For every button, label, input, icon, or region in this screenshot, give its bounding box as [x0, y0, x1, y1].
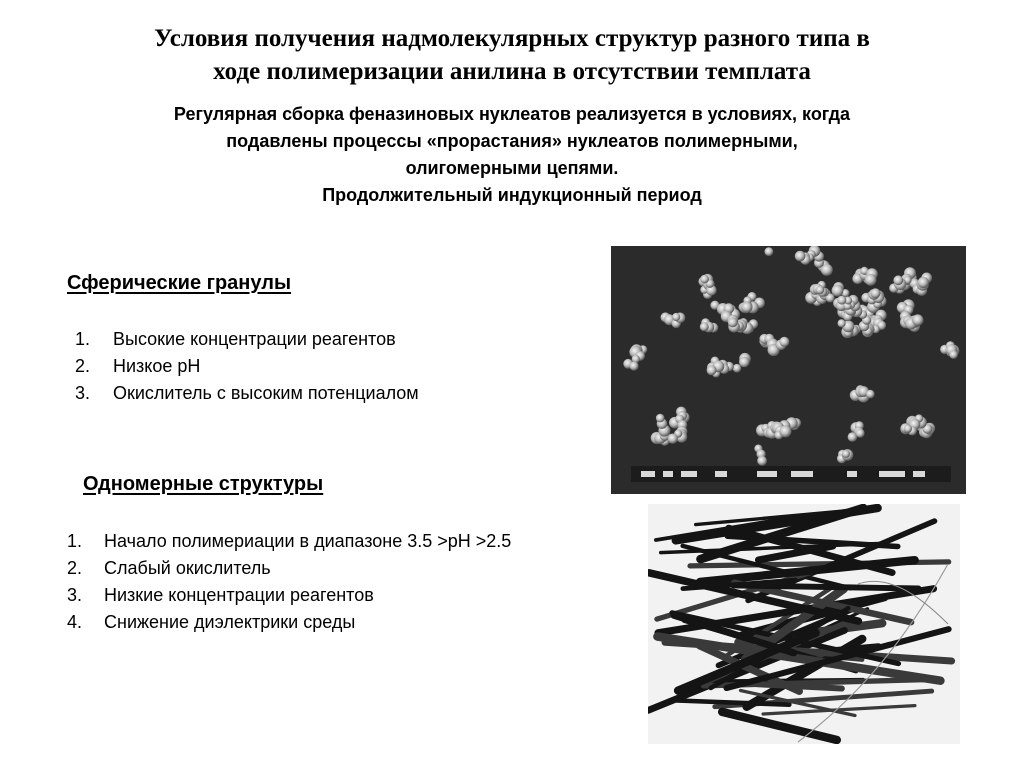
sem-particle [949, 350, 958, 359]
sem-particle [842, 450, 850, 458]
sem-particle [856, 429, 865, 438]
sem-particle [912, 314, 923, 325]
sem-particle [733, 364, 742, 373]
list-item-number: 2. [67, 558, 83, 578]
tem-micrograph-one-dimensional-structures [648, 504, 960, 744]
sem-micrograph-spherical-granules [611, 246, 966, 494]
sem-particle [904, 425, 912, 433]
list-item-text: Низкие концентрации реагентов [104, 585, 374, 605]
list-item-text: Высокие концентрации реагентов [113, 329, 396, 349]
sem-particle [866, 390, 875, 399]
sem-particle [629, 361, 638, 370]
tem-fiber [733, 585, 918, 588]
list-item-number: 4. [67, 612, 83, 632]
list-item-text: Начало полимериации в диапазоне 3.5 >pH >2.5 [104, 531, 512, 551]
list-item [75, 380, 419, 407]
subtitle-line-1: Регулярная сборка феназиновых нуклеатов реализуется в условиях, когда [173, 104, 851, 124]
list-item-number: 1. [75, 329, 91, 349]
sem-particle [795, 251, 806, 262]
list-item-text: Слабый окислитель [104, 558, 271, 578]
subtitle-line-3: олигомерными цепями. [405, 158, 619, 178]
sem-particle [765, 247, 774, 256]
subtitle-line-4: Продолжительный индукционный период [322, 185, 702, 205]
sem-particle [668, 434, 678, 444]
spheres-heading: Сферические гранулы [67, 272, 292, 294]
sem-particle [739, 357, 750, 368]
list-item [67, 555, 511, 582]
slide-subtitle [60, 101, 964, 209]
sem-particle [779, 337, 789, 347]
sem-particle [893, 275, 903, 285]
sem-particle [700, 275, 709, 284]
sem-particle [871, 288, 881, 298]
sem-particle [918, 277, 929, 288]
sem-particle [700, 322, 709, 331]
one-dimensional-conditions-list [67, 528, 511, 636]
list-item-number: 1. [67, 531, 83, 551]
sem-particle [656, 414, 665, 423]
subtitle-line-2: подавлены процессы «прорастания» нуклеатов полимерными, [226, 131, 798, 151]
list-item [75, 353, 419, 380]
sem-particle [728, 318, 738, 328]
sem-particle [707, 365, 717, 375]
list-item-text: Снижение диэлектрики среды [104, 612, 356, 632]
sem-particle [780, 425, 792, 437]
list-item [67, 528, 511, 555]
sem-particle [832, 285, 844, 297]
list-item [75, 326, 419, 353]
sem-particle [672, 313, 680, 321]
slide-title-line-1: Условия получения надмолекулярных структур разного типа в [154, 25, 870, 52]
list-item-text: Окислитель с высоким потенциалом [113, 383, 419, 403]
one-dimensional-heading: Одномерные структуры [83, 473, 324, 495]
sem-particle [816, 286, 825, 295]
slide-title [40, 22, 984, 88]
list-item [67, 609, 511, 636]
list-item-number: 2. [75, 356, 91, 376]
sem-particle [741, 302, 752, 313]
sem-particle [865, 274, 877, 286]
sem-particle [838, 319, 846, 327]
spheres-conditions-list [75, 326, 419, 407]
list-item-number: 3. [75, 383, 91, 403]
list-item-number: 3. [67, 585, 83, 605]
list-item-text: Низкое pH [113, 356, 201, 376]
slide-title-line-2: ходе полимеризации анилина в отсутствии темплата [213, 58, 811, 85]
sem-particle [757, 456, 767, 466]
list-item [67, 582, 511, 609]
